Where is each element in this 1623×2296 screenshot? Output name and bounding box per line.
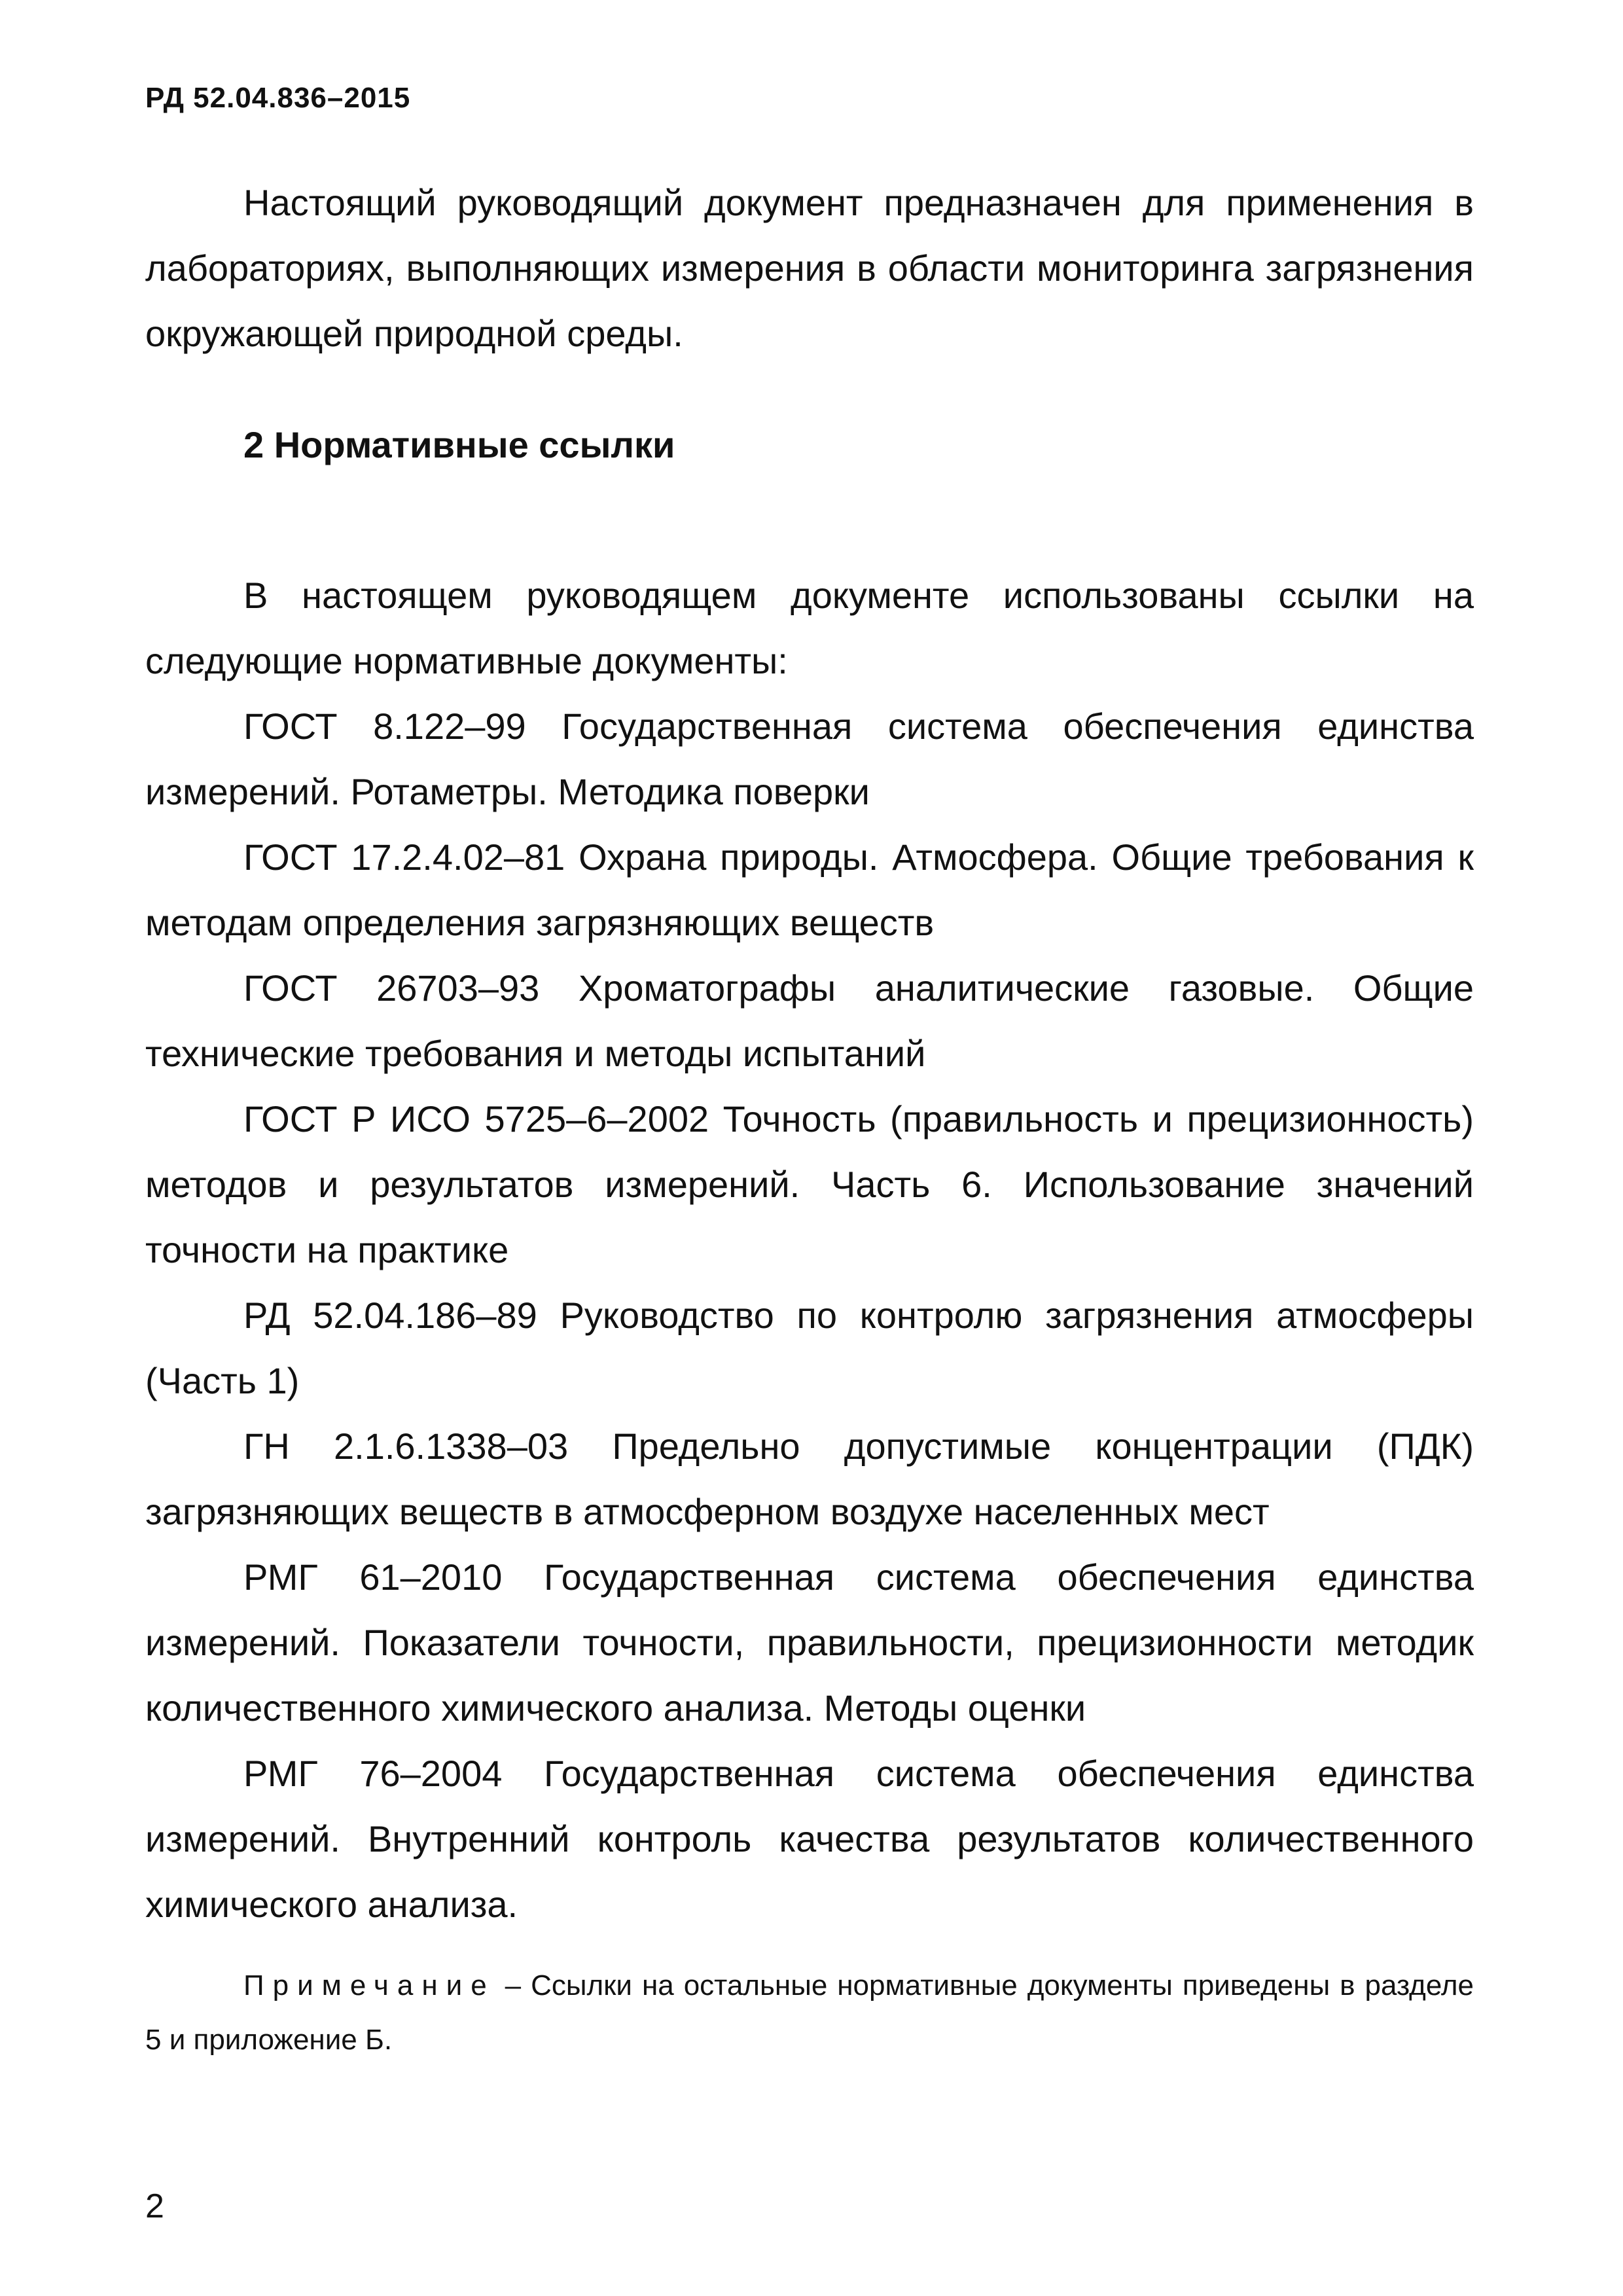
page-number: 2 [145, 2187, 164, 2225]
reference-rd-52-04-186: РД 52.04.186–89 Руководство по контролю загрязнения атмосферы (Часть 1) [145, 1295, 1474, 1401]
reference-gost-26703: ГОСТ 26703–93 Хроматографы аналитические газовые. Общие технические требования и методы испытаний [145, 967, 1474, 1074]
references-intro-paragraph: В настоящем руководящем документе использованы ссылки на следующие нормативные документы: [145, 575, 1474, 681]
normative-references-list [145, 563, 1474, 1937]
document-code-header: РД 52.04.836–2015 [145, 82, 411, 114]
note-label: Примечание [243, 1969, 495, 2001]
note-paragraph [145, 1958, 1474, 2067]
reference-rmg-76: РМГ 76–2004 Государственная система обеспечения единства измерений. Внутренний контроль качества результатов количественного химического анализа. [145, 1753, 1474, 1925]
reference-gost-r-iso-5725-6: ГОСТ Р ИСО 5725–6–2002 Точность (правильность и прецизионность) методов и результатов измерений. Часть 6. Использование значений точности на практике [145, 1098, 1474, 1270]
intro-paragraph: Настоящий руководящий документ предназначен для применения в лабораториях, выполняющих измерения в области мониторинга загрязнения окружающей природной среды. [145, 182, 1474, 354]
note-separator: – [495, 1969, 531, 2001]
reference-gost-17-2-4-02: ГОСТ 17.2.4.02–81 Охрана природы. Атмосфера. Общие требования к методам определения загрязняющих веществ [145, 836, 1474, 943]
reference-rmg-61: РМГ 61–2010 Государственная система обеспечения единства измерений. Показатели точности, правильности, прецизионности методик количественного химического анализа. Методы оценки [145, 1556, 1474, 1729]
section-heading: 2 Нормативные ссылки [243, 424, 675, 465]
reference-gn-2-1-6-1338: ГН 2.1.6.1338–03 Предельно допустимые концентрации (ПДК) загрязняющих веществ в атмосферном воздухе населенных мест [145, 1426, 1474, 1532]
reference-gost-8-122: ГОСТ 8.122–99 Государственная система обеспечения единства измерений. Ротаметры. Методика поверки [145, 706, 1474, 812]
note-text: Ссылки на остальные нормативные документы приведены в разделе 5 и приложение Б. [145, 1969, 1474, 2056]
